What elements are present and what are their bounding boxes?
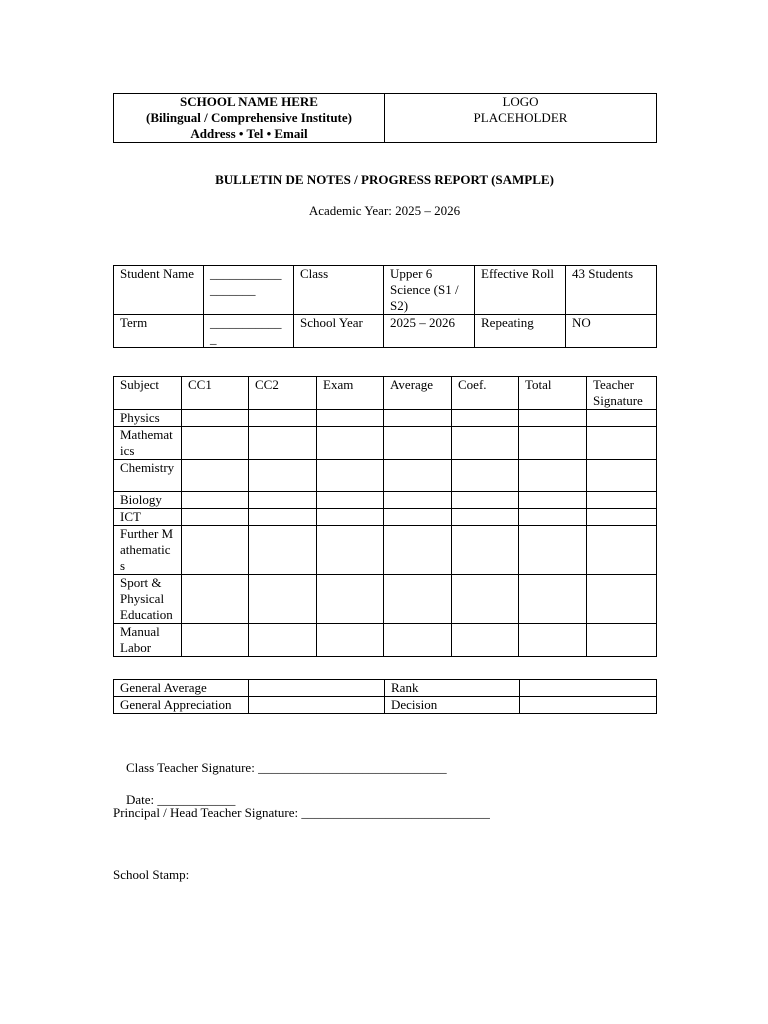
- class-value: Upper 6 Science (S1 / S2): [384, 266, 475, 315]
- cc2-cell[interactable]: [249, 509, 317, 526]
- exam-cell[interactable]: [317, 427, 384, 460]
- school-name: SCHOOL NAME HERE: [180, 94, 318, 109]
- signature-cell[interactable]: [587, 509, 657, 526]
- cc1-cell[interactable]: [182, 575, 249, 624]
- cc1-cell[interactable]: [182, 427, 249, 460]
- term-value: ___________ _: [204, 315, 294, 348]
- school-info-cell: [114, 94, 385, 143]
- grade-row: [114, 624, 657, 657]
- average-cell[interactable]: [384, 624, 452, 657]
- coef-cell[interactable]: [452, 509, 519, 526]
- cc1-cell[interactable]: [182, 410, 249, 427]
- student-info-table: [113, 265, 657, 348]
- subject-physics: Physics: [114, 410, 182, 427]
- exam-cell[interactable]: [317, 575, 384, 624]
- term-label: Term: [114, 315, 204, 348]
- cc2-cell[interactable]: [249, 460, 317, 492]
- report-title: BULLETIN DE NOTES / PROGRESS REPORT (SAMPLE): [215, 172, 554, 187]
- average-cell[interactable]: [384, 460, 452, 492]
- grades-table: [113, 376, 657, 657]
- subject-ict: ICT: [114, 509, 182, 526]
- cc2-cell[interactable]: [249, 492, 317, 509]
- signature-cell[interactable]: [587, 427, 657, 460]
- total-cell[interactable]: [519, 427, 587, 460]
- grade-row: [114, 460, 657, 492]
- cc1-cell[interactable]: [182, 460, 249, 492]
- effective-roll-label: Effective Roll: [475, 266, 566, 315]
- exam-cell[interactable]: [317, 460, 384, 492]
- header-total: Total: [519, 377, 587, 410]
- class-teacher-signature: Class Teacher Signature: _____________________________: [126, 760, 447, 775]
- total-cell[interactable]: [519, 509, 587, 526]
- average-cell[interactable]: [384, 526, 452, 575]
- signature-cell[interactable]: [587, 624, 657, 657]
- cc1-cell[interactable]: [182, 492, 249, 509]
- cc2-cell[interactable]: [249, 410, 317, 427]
- grade-row: [114, 575, 657, 624]
- header-coef: Coef.: [452, 377, 519, 410]
- subject-manual-labor: Manual Labor: [114, 624, 182, 657]
- academic-year: Academic Year: 2025 – 2026: [308, 203, 461, 218]
- header-cc1: CC1: [182, 377, 249, 410]
- cc2-cell[interactable]: [249, 427, 317, 460]
- general-average-value[interactable]: [249, 680, 385, 697]
- cc1-cell[interactable]: [182, 509, 249, 526]
- cc2-cell[interactable]: [249, 624, 317, 657]
- school-year-value: 2025 – 2026: [384, 315, 475, 348]
- subject-biology: Biology: [114, 492, 182, 509]
- subject-mathematics: Mathematics: [114, 427, 182, 460]
- summary-table: [113, 679, 657, 714]
- effective-roll-value: 43 Students: [566, 266, 657, 315]
- signature-cell[interactable]: [587, 410, 657, 427]
- total-cell[interactable]: [519, 526, 587, 575]
- subject-sport-physical-education: Sport & Physical Education: [114, 575, 182, 624]
- school-year-label: School Year: [294, 315, 384, 348]
- decision-label: Decision: [385, 697, 520, 714]
- grade-row: [114, 410, 657, 427]
- cc2-cell[interactable]: [249, 526, 317, 575]
- exam-cell[interactable]: [317, 624, 384, 657]
- total-cell[interactable]: [519, 624, 587, 657]
- coef-cell[interactable]: [452, 526, 519, 575]
- coef-cell[interactable]: [452, 575, 519, 624]
- grade-row: [114, 492, 657, 509]
- subject-chemistry: Chemistry: [114, 460, 182, 492]
- class-label: Class: [294, 266, 384, 315]
- grade-row: [114, 526, 657, 575]
- coef-cell[interactable]: [452, 492, 519, 509]
- total-cell[interactable]: [519, 410, 587, 427]
- total-cell[interactable]: [519, 492, 587, 509]
- average-cell[interactable]: [384, 427, 452, 460]
- school-type: (Bilingual / Comprehensive Institute): [146, 110, 352, 125]
- signature-cell[interactable]: [587, 575, 657, 624]
- general-average-label: General Average: [114, 680, 249, 697]
- header-subject: Subject: [114, 377, 182, 410]
- cc2-cell[interactable]: [249, 575, 317, 624]
- average-cell[interactable]: [384, 410, 452, 427]
- grade-row: [114, 427, 657, 460]
- header-exam: Exam: [317, 377, 384, 410]
- rank-label: Rank: [385, 680, 520, 697]
- exam-cell[interactable]: [317, 410, 384, 427]
- signature-cell[interactable]: [587, 460, 657, 492]
- decision-value[interactable]: [520, 697, 657, 714]
- average-cell[interactable]: [384, 575, 452, 624]
- header-average: Average: [384, 377, 452, 410]
- cc1-cell[interactable]: [182, 624, 249, 657]
- principal-signature: Principal / Head Teacher Signature: _____________________________: [113, 805, 490, 820]
- exam-cell[interactable]: [317, 509, 384, 526]
- total-cell[interactable]: [519, 460, 587, 492]
- logo-line-2: PLACEHOLDER: [473, 110, 568, 125]
- general-appreciation-value[interactable]: [249, 697, 385, 714]
- signature-cell[interactable]: [587, 492, 657, 509]
- exam-cell[interactable]: [317, 492, 384, 509]
- coef-cell[interactable]: [452, 410, 519, 427]
- coef-cell[interactable]: [452, 427, 519, 460]
- signature-cell[interactable]: [587, 526, 657, 575]
- cc1-cell[interactable]: [182, 526, 249, 575]
- repeating-label: Repeating: [475, 315, 566, 348]
- subject-further-mathematics: Further Mathematics: [114, 526, 182, 575]
- general-appreciation-label: General Appreciation: [114, 697, 249, 714]
- coef-cell[interactable]: [452, 460, 519, 492]
- header-teacher-signature: Teacher Signature: [587, 377, 657, 410]
- school-header-table: [113, 93, 657, 143]
- header-cc2: CC2: [249, 377, 317, 410]
- logo-placeholder: [385, 94, 657, 143]
- average-cell[interactable]: [384, 492, 452, 509]
- student-name-value: ___________ _______: [204, 266, 294, 315]
- coef-cell[interactable]: [452, 624, 519, 657]
- rank-value[interactable]: [520, 680, 657, 697]
- average-cell[interactable]: [384, 509, 452, 526]
- student-name-label: Student Name: [114, 266, 204, 315]
- logo-line-1: LOGO: [502, 94, 539, 109]
- grade-row: [114, 509, 657, 526]
- school-stamp: School Stamp:: [113, 867, 190, 882]
- repeating-value: NO: [566, 315, 657, 348]
- exam-cell[interactable]: [317, 526, 384, 575]
- grades-header-row: [114, 377, 657, 410]
- school-contact: Address • Tel • Email: [190, 126, 308, 141]
- date-field: Date: ____________: [126, 792, 236, 807]
- total-cell[interactable]: [519, 575, 587, 624]
